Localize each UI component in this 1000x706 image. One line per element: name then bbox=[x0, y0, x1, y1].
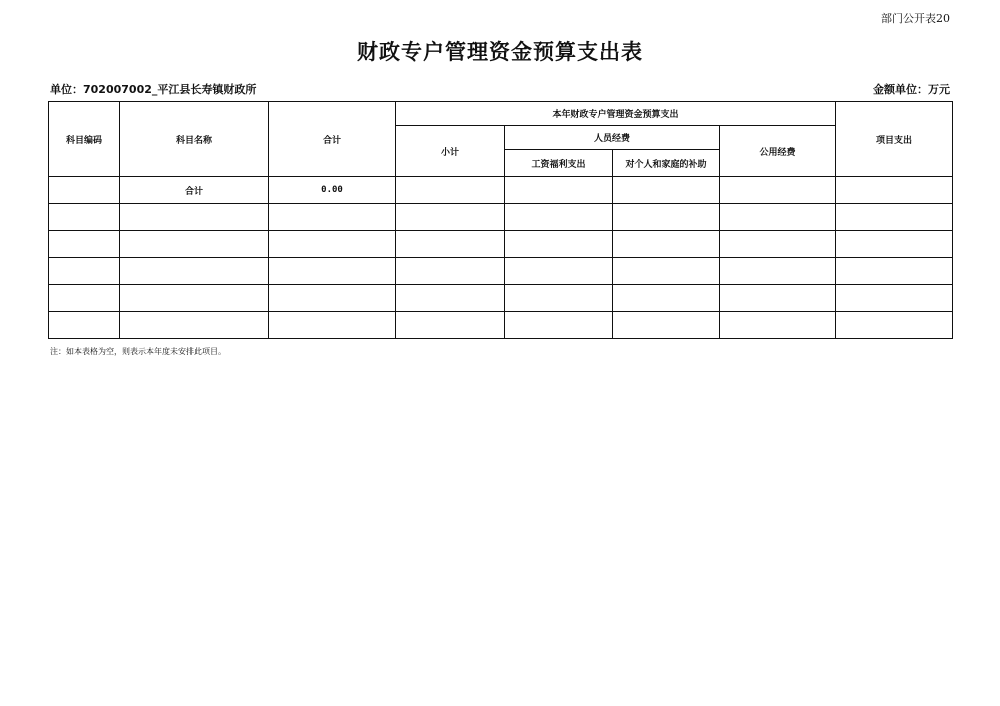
cell-total bbox=[269, 204, 396, 231]
amount-unit-label: 金额单位：万元 bbox=[873, 83, 950, 96]
cell-wages-welfare bbox=[505, 285, 613, 312]
footnote: 注：如本表格为空，则表示本年度未安排此项目。 bbox=[50, 347, 226, 356]
cell-public-expenses bbox=[720, 312, 836, 339]
cell-code bbox=[49, 258, 120, 285]
cell-name bbox=[120, 204, 269, 231]
cell-total bbox=[269, 312, 396, 339]
budget-table bbox=[48, 101, 953, 339]
cell-wages-welfare bbox=[505, 312, 613, 339]
cell-subtotal bbox=[396, 204, 505, 231]
cell-individual-family-subsidy bbox=[613, 204, 720, 231]
cell-wages-welfare bbox=[505, 231, 613, 258]
cell-individual-family-subsidy bbox=[613, 177, 720, 204]
header-individual-family-subsidy: 对个人和家庭的补助 bbox=[613, 150, 720, 177]
cell-subtotal bbox=[396, 285, 505, 312]
table-row bbox=[49, 312, 953, 339]
cell-public-expenses bbox=[720, 258, 836, 285]
cell-wages-welfare bbox=[505, 177, 613, 204]
cell-name bbox=[120, 285, 269, 312]
header-subject-code: 科目编码 bbox=[49, 102, 120, 177]
cell-name bbox=[120, 258, 269, 285]
cell-total: 0.00 bbox=[269, 177, 396, 204]
cell-name bbox=[120, 231, 269, 258]
header-subject-name: 科目名称 bbox=[120, 102, 269, 177]
header-project-expenses: 项目支出 bbox=[836, 102, 953, 177]
cell-individual-family-subsidy bbox=[613, 258, 720, 285]
cell-total bbox=[269, 285, 396, 312]
cell-subtotal bbox=[396, 177, 505, 204]
cell-subtotal bbox=[396, 312, 505, 339]
cell-individual-family-subsidy bbox=[613, 285, 720, 312]
cell-individual-family-subsidy bbox=[613, 231, 720, 258]
unit-label: 单位：702007002_平江县长寿镇财政所 bbox=[50, 83, 257, 96]
cell-code bbox=[49, 231, 120, 258]
cell-wages-welfare bbox=[505, 204, 613, 231]
cell-code bbox=[49, 177, 120, 204]
cell-name bbox=[120, 312, 269, 339]
page-title: 财政专户管理资金预算支出表 bbox=[357, 40, 643, 64]
header-subtotal: 小计 bbox=[396, 126, 505, 177]
header-total: 合计 bbox=[269, 102, 396, 177]
cell-wages-welfare bbox=[505, 258, 613, 285]
header-current-year-group: 本年财政专户管理资金预算支出 bbox=[396, 102, 836, 126]
cell-code bbox=[49, 285, 120, 312]
table-row bbox=[49, 258, 953, 285]
cell-subtotal bbox=[396, 231, 505, 258]
cell-project-expenses bbox=[836, 312, 953, 339]
cell-subtotal bbox=[396, 258, 505, 285]
cell-public-expenses bbox=[720, 177, 836, 204]
cell-project-expenses bbox=[836, 285, 953, 312]
cell-total bbox=[269, 258, 396, 285]
table-row bbox=[49, 204, 953, 231]
cell-project-expenses bbox=[836, 231, 953, 258]
header-wages-welfare: 工资福利支出 bbox=[505, 150, 613, 177]
cell-name: 合计 bbox=[120, 177, 269, 204]
cell-project-expenses bbox=[836, 258, 953, 285]
cell-public-expenses bbox=[720, 285, 836, 312]
header-public-expenses: 公用经费 bbox=[720, 126, 836, 177]
cell-project-expenses bbox=[836, 177, 953, 204]
cell-individual-family-subsidy bbox=[613, 312, 720, 339]
cell-public-expenses bbox=[720, 204, 836, 231]
table-number-label: 部门公开表20 bbox=[881, 12, 950, 25]
cell-project-expenses bbox=[836, 204, 953, 231]
table-row bbox=[49, 285, 953, 312]
cell-public-expenses bbox=[720, 231, 836, 258]
header-personnel-group: 人员经费 bbox=[505, 126, 720, 150]
cell-code bbox=[49, 204, 120, 231]
cell-code bbox=[49, 312, 120, 339]
table-row bbox=[49, 231, 953, 258]
cell-total bbox=[269, 231, 396, 258]
table-row-total bbox=[49, 177, 953, 204]
